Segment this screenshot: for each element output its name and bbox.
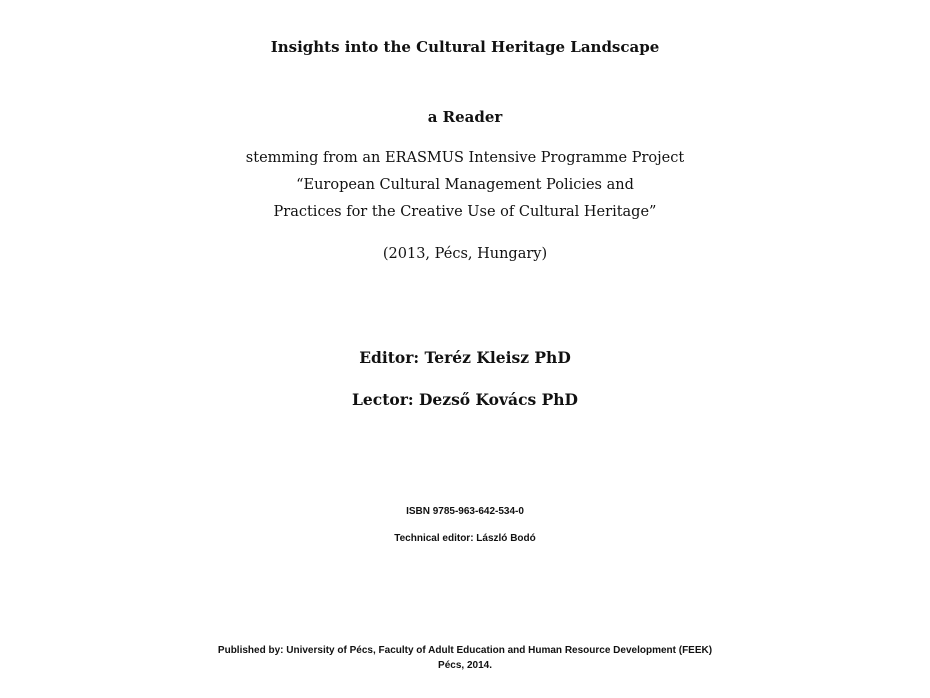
editor-credit: Editor: Teréz Kleisz PhD xyxy=(359,348,571,367)
document-subtitle: a Reader xyxy=(427,108,503,126)
description-line-3: Practices for the Creative Use of Cultural Heritage” xyxy=(273,204,657,220)
document-title: Insights into the Cultural Heritage Landscape xyxy=(270,38,660,56)
technical-editor-credit: Technical editor: László Bodó xyxy=(394,533,536,544)
isbn: ISBN 9785-963-642-534-0 xyxy=(406,506,524,517)
description-line-2: “European Cultural Management Policies and xyxy=(296,177,634,193)
description-line-1: stemming from an ERASMUS Intensive Programme Project xyxy=(245,150,685,166)
publisher-credit: Published by: University of Pécs, Faculty of Adult Education and Human Resource Development (FEEK) xyxy=(217,645,713,656)
lector-credit: Lector: Dezső Kovács PhD xyxy=(352,390,578,409)
publication-place: Pécs, 2014. xyxy=(438,660,492,671)
description-line-4: (2013, Pécs, Hungary) xyxy=(382,246,548,262)
